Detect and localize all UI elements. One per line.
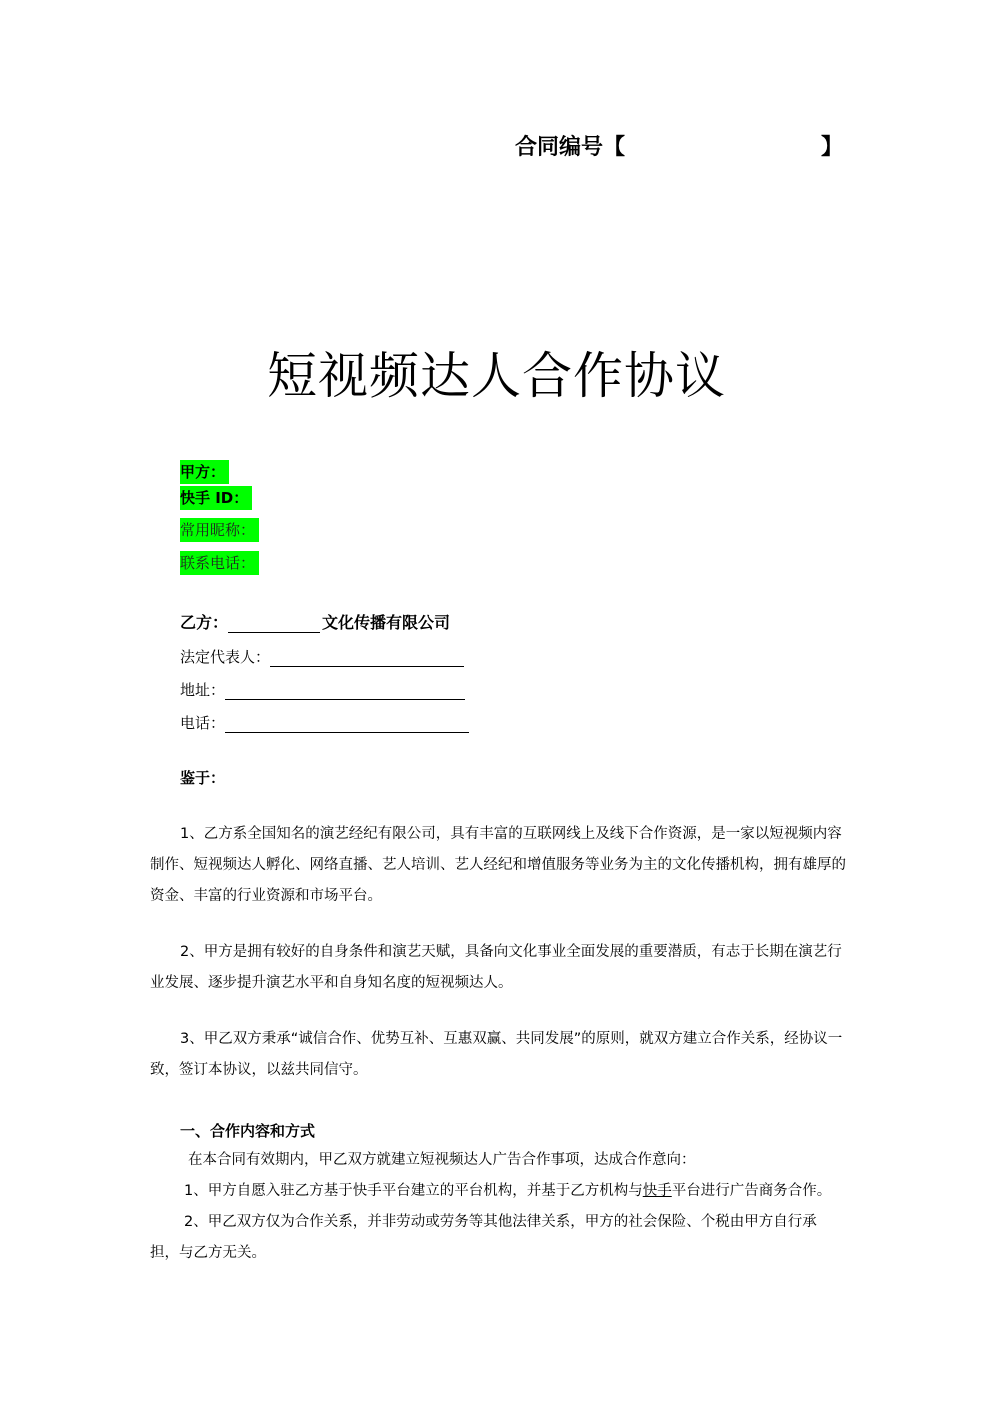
address-blank[interactable] [225, 683, 465, 700]
section-1-clause-2-line-1: 2、甲乙双方仅为合作关系，并非劳动或劳务等其他法律关系，甲方的社会保险、个税由甲方自行承 [184, 1214, 817, 1230]
clause-1-text-a: 1、甲方自愿入驻乙方基于快手平台建立的平台机构，并基于乙方机构与 [184, 1183, 643, 1199]
section-1-intro: 在本合同有效期内，甲乙双方就建立短视频达人广告合作事项，达成合作意向： [188, 1152, 696, 1168]
party-a-label: 甲方： [180, 460, 229, 484]
whereas-heading: 鉴于： [180, 769, 226, 787]
clause-1-text-b: 平台进行广告商务合作。 [671, 1183, 832, 1199]
contract-number-label: 合同编号【 [515, 135, 626, 160]
party-b-company-suffix: 文化传播有限公司 [322, 613, 451, 632]
party-b-name [180, 610, 450, 633]
whereas-item-2: 2、甲方是拥有较好的自身条件和演艺天赋，具备向文化事业全面发展的重要潜质，有志于长期在演艺行业发展、逐步提升演艺水平和自身知名度的短视频达人。 [150, 944, 842, 991]
clause-1-underlined: 快手 [642, 1183, 672, 1199]
party-a-phone: 联系电话： [180, 551, 259, 575]
party-a-kuaishou-id: 快手 ID： [180, 486, 252, 510]
whereas-item-1: 1、乙方系全国知名的演艺经纪有限公司，具有丰富的互联网线上及线下合作资源，是一家以短视频内容制作、短视频达人孵化、网络直播、艺人培训、艺人经纪和增值服务等业务为主的文化传播机构，拥有雄厚的资金、丰富的行业资源和市场平台。 [150, 826, 846, 904]
section-1-heading: 一、合作内容和方式 [180, 1122, 316, 1140]
contract-number [515, 130, 843, 161]
legal-rep-blank[interactable] [270, 650, 464, 667]
section-1-clause-2-line-2: 担，与乙方无关。 [150, 1245, 266, 1261]
legal-rep-label: 法定代表人： [180, 648, 271, 666]
party-b-phone [180, 712, 469, 733]
phone-label: 电话： [180, 714, 226, 732]
party-b-name-blank[interactable] [228, 614, 320, 633]
contract-number-close: 】 [821, 135, 844, 160]
document-title: 短视频达人合作协议 [267, 347, 726, 405]
party-b-label: 乙方： [180, 613, 229, 632]
section-1-clause-1 [184, 1176, 831, 1207]
party-b-address [180, 679, 465, 700]
party-a-nickname: 常用昵称： [180, 518, 259, 542]
phone-blank[interactable] [225, 716, 469, 733]
address-label: 地址： [180, 681, 226, 699]
whereas-item-3: 3、甲乙双方秉承“诚信合作、优势互补、互惠双赢、共同发展”的原则，就双方建立合作关系，经协议一致，签订本协议，以兹共同信守。 [150, 1031, 843, 1078]
party-b-legal-rep [180, 646, 464, 667]
